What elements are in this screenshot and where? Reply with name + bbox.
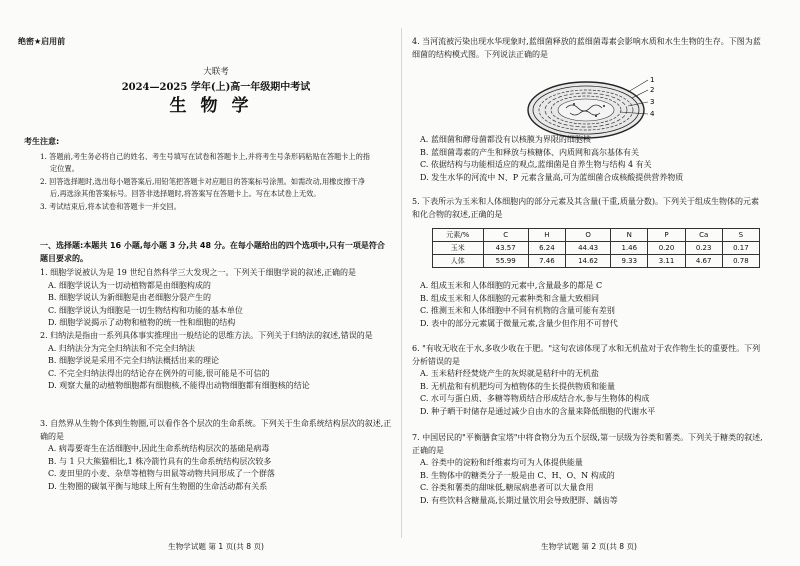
table-row bbox=[433, 242, 760, 255]
page-2 bbox=[412, 0, 766, 566]
option-c: C. 不完全归纳法得出的结论存在例外的可能,很可能是不可信的 bbox=[48, 368, 270, 378]
note-item: 1. 答题前,考生务必将自己的姓名、考生号填写在试卷和答题卡上,并将考生号条形码粘贴在答题卡上的指定位置。 bbox=[40, 152, 370, 173]
question-4-stem bbox=[412, 36, 766, 61]
cyanobacteria-diagram bbox=[524, 72, 664, 142]
question-5-options bbox=[412, 280, 766, 330]
option-c: C. 水可与蛋白质、多糖等物质结合形成结合水,参与生物体的构成 bbox=[420, 394, 650, 404]
option-d: D. 发生水华的河流中 N、P 元素含量高,可为蓝细菌合成核酸提供营养物质 bbox=[420, 172, 684, 182]
option-a: A. 细胞学说认为一切动植物都是由细胞构成的 bbox=[48, 280, 211, 290]
question-3 bbox=[40, 418, 392, 494]
element-table bbox=[432, 228, 760, 268]
option-a: A. 谷类中的淀粉和纤维素均可为人体提供能量 bbox=[420, 458, 583, 468]
question-5-stem bbox=[412, 196, 766, 221]
table-header: 元素/% bbox=[433, 229, 484, 242]
table-cell: 44.43 bbox=[565, 242, 610, 255]
table-cell: 玉米 bbox=[433, 242, 484, 255]
option-a: A. 病毒要寄生在活细胞中,因此生命系统结构层次的基础是病毒 bbox=[48, 444, 270, 454]
table-cell: 43.57 bbox=[483, 242, 528, 255]
table-header: S bbox=[722, 229, 759, 242]
question-stem: 5. 下表所示为玉米和人体细胞内的部分元素及其含量(干重,质量分数)。下列关于组成生物体的元素和化合物的叙述,正确的是 bbox=[412, 197, 759, 219]
question-6 bbox=[412, 343, 766, 419]
section-heading: 一、选择题:本题共 16 小题,每小题 3 分,共 48 分。在每小题给出的四个选项中,只有一项是符合题目要求的。 bbox=[40, 241, 385, 263]
question-stem: 3. 自然界从生物个体到生物圈,可以看作各个层次的生命系统。下列关于生命系统结构层次的叙述,正确的是 bbox=[40, 419, 392, 441]
option-c: C. 推测玉米和人体细胞中不同有机物的含量可能有差别 bbox=[420, 306, 615, 316]
question-7 bbox=[412, 432, 766, 508]
table-header-row bbox=[433, 229, 760, 242]
option-d: D. 表中的部分元素属于微量元素,含量少但作用不可替代 bbox=[420, 318, 618, 328]
table-cell: 4.67 bbox=[685, 255, 722, 268]
classified-mark: 绝密★启用前 bbox=[18, 37, 66, 46]
option-b: B. 无机盐和有机肥均可为植物体的生长提供物质和能量 bbox=[420, 381, 615, 391]
option-c: C. 谷类和薯类的甜味低,糖尿病患者可以大量食用 bbox=[420, 483, 594, 493]
table-cell: 0.17 bbox=[722, 242, 759, 255]
option-d: D. 种子晒干时储存是通过减少自由水的含量来降低细胞的代谢水平 bbox=[420, 406, 656, 416]
question-stem: 4. 当河流被污染出现水华现象时,蓝细菌释放的蓝细菌毒素会影响水质和水生生物的生存。下图为蓝细菌的结构模式图。下列说法正确的是 bbox=[412, 37, 761, 59]
table-cell: 1.46 bbox=[611, 242, 648, 255]
question-2 bbox=[40, 330, 392, 393]
option-c: C. 细胞学说认为细胞是一切生物结构和功能的基本单位 bbox=[48, 305, 243, 315]
table-cell: 6.24 bbox=[528, 242, 565, 255]
table-header: C bbox=[483, 229, 528, 242]
table-cell: 3.11 bbox=[648, 255, 685, 268]
page-footer: 生物学试题 第 2 页(共 8 页) bbox=[541, 542, 637, 552]
option-a: A. 组成玉米和人体细胞的元素中,含量最多的都是 C bbox=[420, 281, 603, 290]
page-1 bbox=[18, 0, 392, 566]
notes-heading: 考生注意: bbox=[24, 137, 60, 146]
option-d: D. 细胞学说揭示了动物和植物的统一性和细胞的结构 bbox=[48, 318, 236, 328]
option-a: A. 蓝细菌和酵母菌都没有以核膜为界限的细胞核 bbox=[420, 135, 591, 144]
option-b: B. 与 1 只大熊猫相比,1 株冷箭竹具有的生命系统结构层次较多 bbox=[48, 456, 272, 466]
exam-title: 2024—2025 学年(上)高一年级期中考试 bbox=[121, 82, 311, 93]
table-cell: 0.23 bbox=[685, 242, 722, 255]
figure-label-3: 3 bbox=[650, 98, 655, 106]
figure-label-4: 4 bbox=[650, 110, 655, 118]
exam-name: 大联考 bbox=[203, 67, 229, 77]
option-b: B. 蓝细菌毒素的产生和释放与核糖体、内质网和高尔基体有关 bbox=[420, 147, 639, 157]
table-cell: 9.33 bbox=[611, 255, 648, 268]
question-stem: 1. 细胞学说被认为是 19 世纪自然科学三大发现之一。下列关于细胞学说的叙述,正确的是 bbox=[40, 268, 356, 277]
table-cell: 55.99 bbox=[483, 255, 528, 268]
table-header: Ca bbox=[685, 229, 722, 242]
question-stem: 2. 归纳法是指由一系列具体事实推理出一般结论的思维方法。下列关于归纳法的叙述,错误的是 bbox=[40, 331, 373, 340]
option-c: C. 麦田里的小麦、杂草等植物与田鼠等动物共同形成了一个群落 bbox=[48, 469, 275, 479]
table-cell: 7.46 bbox=[528, 255, 565, 268]
option-b: B. 生物体中的糖类分子一般是由 C、H、O、N 构成的 bbox=[420, 470, 615, 480]
option-a: A. 归纳法分为完全归纳法和不完全归纳法 bbox=[48, 343, 195, 353]
note-item: 3. 考试结束后,将本试卷和答题卡一并交回。 bbox=[40, 202, 181, 211]
subject-title: 生物学 bbox=[169, 96, 263, 116]
figure-label-1: 1 bbox=[650, 76, 655, 84]
option-d: D. 观察大量的动植物细胞都有细胞核,不能得出动物细胞都有细胞核的结论 bbox=[48, 381, 310, 391]
option-b: B. 细胞学说认为新细胞是由老细胞分裂产生的 bbox=[48, 293, 211, 303]
question-1 bbox=[40, 267, 392, 330]
note-item: 2. 回答选择题时,选出每小题答案后,用铅笔把答题卡对应题目的答案标号涂黑。如需改动,用橡皮擦干净后,再选涂其他答案标号。回答非选择题时,将答案写在答题卡上。写在本试卷上无效。 bbox=[40, 177, 366, 198]
option-a: A. 玉米秸秆经焚烧产生的灰烬就是秸秆中的无机盐 bbox=[420, 369, 599, 379]
table-cell: 0.20 bbox=[648, 242, 685, 255]
question-4-options bbox=[412, 134, 766, 184]
question-stem: 7. 中国居民的"平衡膳食宝塔"中将食物分为五个层级,第一层级为谷类和薯类。下列关于糖类的叙述,正确的是 bbox=[412, 433, 763, 455]
option-d: D. 生物圈的碳氧平衡与地球上所有生物圈的生命活动都有关系 bbox=[48, 481, 268, 491]
option-b: B. 细胞学说是采用不完全归纳法概括出来的理论 bbox=[48, 356, 219, 366]
figure-label-2: 2 bbox=[650, 86, 655, 94]
question-stem: 6. "有收无收在于水,多收少收在于肥。"这句农谚体现了水和无机盐对于农作物生长的重要性。下列分析错误的是 bbox=[412, 344, 761, 366]
table-header: O bbox=[565, 229, 610, 242]
table-header: H bbox=[528, 229, 565, 242]
table-header: P bbox=[648, 229, 685, 242]
option-d: D. 有些饮料含糖量高,长期过量饮用会导致肥胖、龋齿等 bbox=[420, 495, 618, 505]
table-row bbox=[433, 255, 760, 268]
option-b: B. 组成玉米和人体细胞的元素种类和含量大致相同 bbox=[420, 293, 599, 303]
table-cell: 14.62 bbox=[565, 255, 610, 268]
page-footer: 生物学试题 第 1 页(共 8 页) bbox=[168, 542, 264, 552]
notes bbox=[40, 151, 370, 214]
table-cell: 人体 bbox=[433, 255, 484, 268]
option-c: C. 依据结构与功能相适应的观点,蓝细菌是自养生物与结构 4 有关 bbox=[420, 160, 652, 170]
table-header: N bbox=[611, 229, 648, 242]
page-divider bbox=[401, 28, 402, 538]
table-cell: 0.78 bbox=[722, 255, 759, 268]
